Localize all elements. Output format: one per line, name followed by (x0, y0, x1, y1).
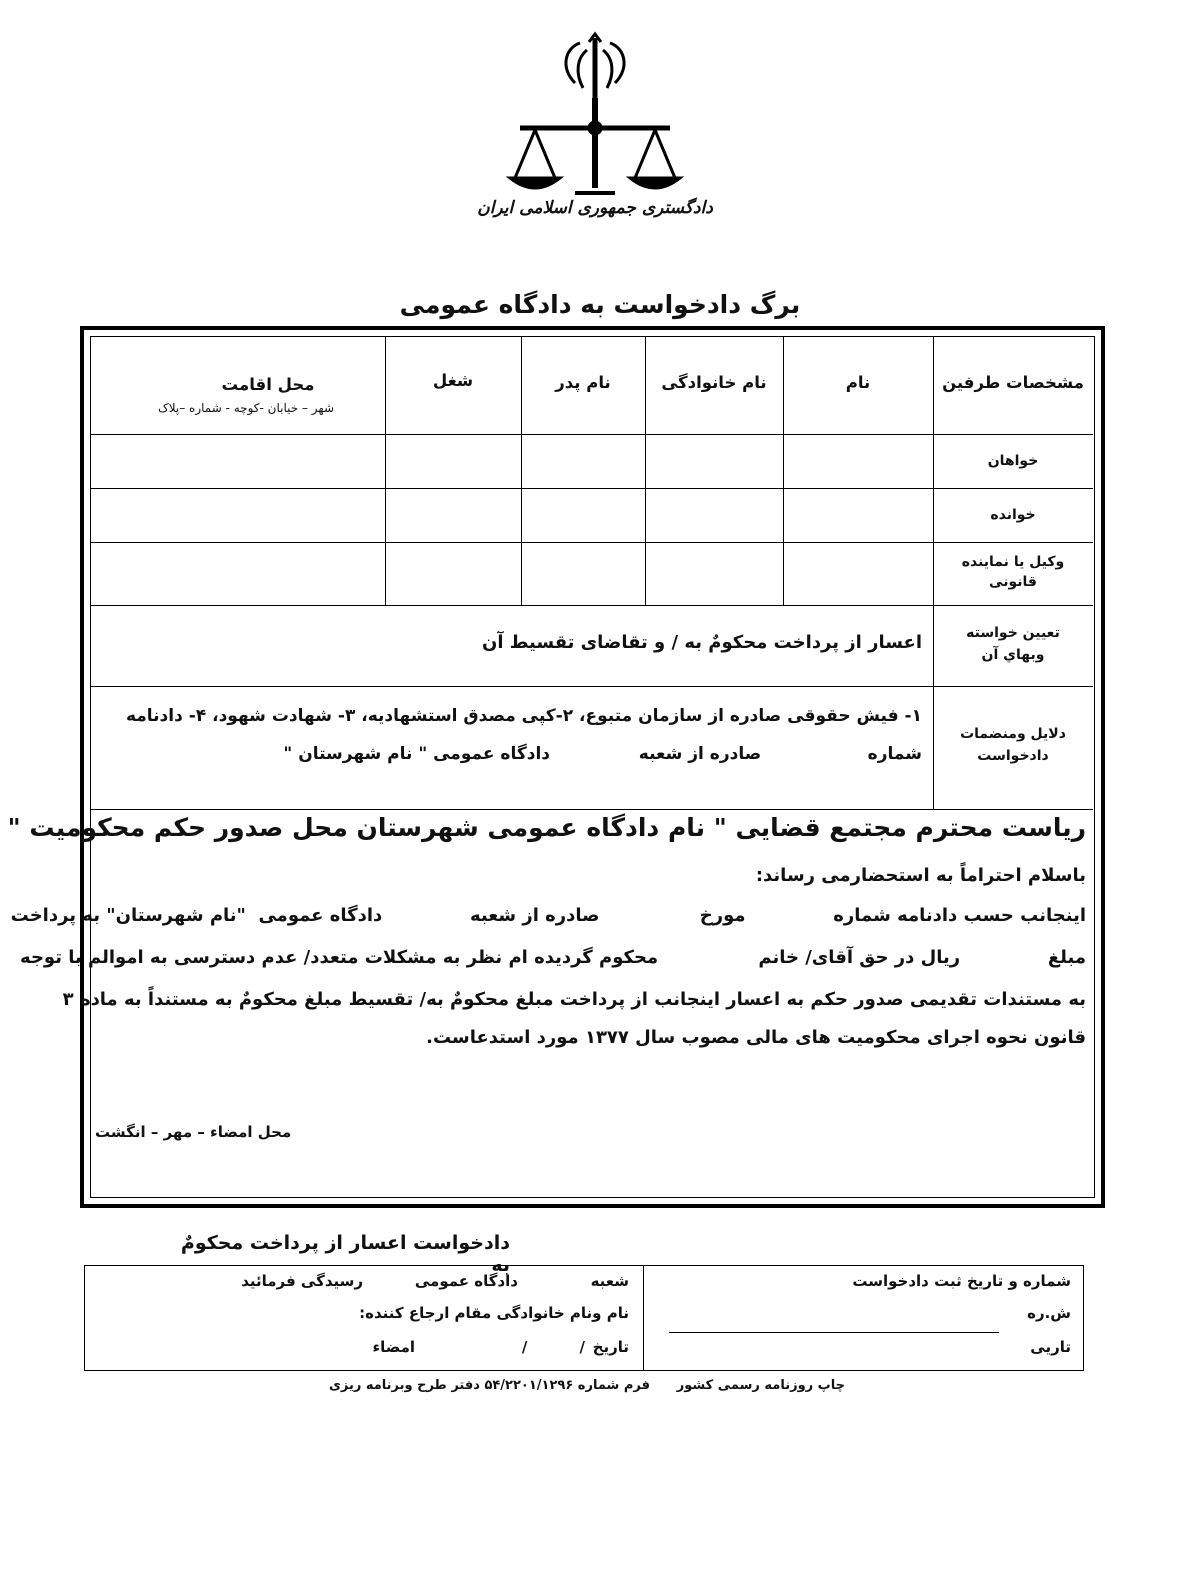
petition-form-inner (7, 336, 1095, 1198)
registration-date-label: تاریی (1030, 1338, 1071, 1356)
evidence-label-line1: دلایل ومنضمات (960, 726, 1066, 742)
claim-label-line1: تعیین خواسته (966, 625, 1060, 641)
handle-label: رسیدگی فرمائید (241, 1272, 363, 1290)
letter-greeting: باسلام احتراماً به استحضارمی رساند: (755, 865, 1086, 886)
referral-title: دادخواست اعسار از پرداخت محکومٌ به (180, 1232, 510, 1276)
referrer-label: نام ونام خانوادگی مقام ارجاع کننده: (359, 1304, 629, 1322)
col-father: نام پدر (555, 373, 611, 392)
court-label: دادگاه عمومی (414, 1272, 518, 1290)
col-job: شغل (432, 371, 474, 390)
evidence-line2: شماره صادره از شعبه دادگاه عمومی " نام شهرستان " (283, 744, 922, 764)
letter-line-2: مبلغ ریال در حق آقای/ خانم محکوم گردیده ام نظر به مشکلات متعدد/ عدم دسترسی به اموالم با توجه (20, 947, 1086, 968)
page-title: برگ دادخواست به دادگاه عمومی (399, 290, 801, 319)
referral-date-slashes: / / (521, 1338, 585, 1356)
footer-form-number: فرم شماره ۵۴/۲۲۰۱/۱۲۹۶ دفتر طرح وبرنامه ریزی (328, 1378, 650, 1393)
petition-form-frame (7, 326, 1105, 1208)
signature-label: محل امضاء – مهر – انگشت (95, 1123, 292, 1141)
emblem-caption: دادگستری جمهوری اسلامی ایران (477, 198, 713, 218)
referral-signature-label: امضاء (372, 1338, 415, 1356)
col-name: نام (845, 373, 871, 392)
registration-number-line (669, 1332, 999, 1333)
referral-box (84, 1265, 1084, 1371)
claim-label-line2: وبهاي آن (981, 647, 1045, 663)
letter-line-4: قانون نحوه اجرای محکومیت های مالی مصوب سال ۱۳۷۷ مورد استدعاست. (426, 1027, 1086, 1048)
referral-date-label: تاریخ (592, 1338, 629, 1356)
row-defendant: خوانده (990, 507, 1036, 523)
registration-number-label: ش.ره (1027, 1304, 1071, 1322)
branch-label: شعبه (590, 1272, 629, 1290)
letter-title: ریاست محترم مجتمع قضایی " نام دادگاه عمومی شهرستان محل صدور حکم محکومیت " (7, 813, 1086, 842)
col-specs: مشخصات طرفین (942, 373, 1084, 392)
col-residence: محل اقامت (221, 375, 315, 394)
evidence-line1: ۱- فیش حقوقی صادره از سازمان متبوع، ۲-کپی مصدق استشهادیه، ۳- شهادت شهود، ۴- دادنامه (125, 706, 922, 726)
claim-value: اعسار از پرداخت محکومٌ به / و تقاضای تقسیط آن (481, 632, 922, 653)
row-plaintiff: خواهان (987, 453, 1039, 469)
col-residence-hint: شهر – خیابان -کوچه - شماره –پلاک (158, 401, 334, 415)
judiciary-emblem-icon (505, 28, 685, 203)
letter-line-1: اینجانب حسب دادنامه شماره مورخ صادره از شعبه دادگاه عمومی "نام شهرستان" به پرداخت (10, 905, 1086, 926)
col-family: نام خانوادگی (661, 373, 767, 392)
row-attorney-line1: وکیل یا نماینده (961, 554, 1065, 570)
row-attorney-line2: قانونی (989, 574, 1037, 590)
registration-label: شماره و تاریخ ثبت دادخواست (852, 1272, 1071, 1290)
footer-printer: چاپ روزنامه رسمی کشور (676, 1378, 845, 1393)
evidence-label-line2: دادخواست (977, 748, 1049, 764)
letter-line-3: به مستندات تقدیمی صدور حکم به اعسار اینجانب از پرداخت مبلغ محکومٌ به/ تقسیط مبلغ محکومٌ به مستنداً به ماده ۳ (62, 989, 1086, 1010)
